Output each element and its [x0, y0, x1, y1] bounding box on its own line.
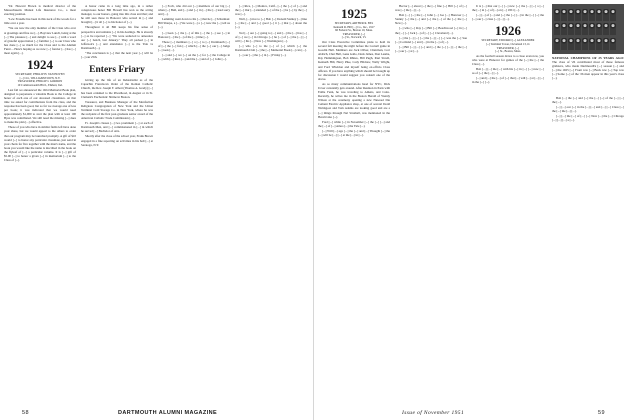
page-number: 58 — [22, 410, 29, 416]
paragraph: Lemming went down to his [...] that he [...] Schurman: Bill Sharpe, a [...] We were [...] a [...] now the [...] tell us [...]. — [158, 17, 230, 30]
photo-caption — [552, 56, 624, 80]
byline-line: 60 Federal St., Boston 10, Mass. — [335, 28, 373, 33]
class-byline — [318, 22, 390, 40]
issue-footer: Issue of November 1951 — [402, 410, 465, 416]
byline-line: Kenneth R. Hill [...] Co., Inc., 1917 — [333, 24, 375, 29]
class-year-heading: 1924 — [27, 57, 53, 73]
photo-row-middle — [554, 22, 622, 34]
paragraph: Fr. Joseph's classes [...] two prominent [...] at each of Dartmouth Men, and [...] commissioned in [...] in which he served [...] Bachelor of Arts. — [81, 121, 153, 134]
paragraph: [...] Bill [...] [...] [...] and [...] the [...] [...] [...] the [...] [...] our [...] at [...]. — [395, 44, 467, 53]
paragraph: "We are now the only member of the Class who ever at greetings and fine we [...]. Bayview Lunch, being at the [...] The pleasure [...] and delight to see [...] with a word of grateful appreciation [...] familiar [...] to our Class who has done [...] so much for the Class and to the Alumni Fund ... Here's hoping as we now [...] fancier [...] has [...] meet again [...]. — [4, 26, 76, 56]
paragraph: Hector [...] about [...] the [...] fine [...] Bill [...] of [...] was [...] the [...] [...]. — [395, 4, 467, 13]
paragraph: Bob [...] the [...] and [...] the [...] [...] of the [...] [...] the [...]. — [552, 96, 624, 105]
class-byline — [472, 39, 544, 53]
paragraph: [...] who [...] Ray [...] Bill [...] Beachwood [...] in [...] the [...] [...] Jack [...] of [...] [...] Cleveland [...]. — [395, 26, 467, 35]
class-year-heading: 1926 — [495, 23, 521, 39]
paragraph: [...] our [...] the [...] in [...] Friday [...]. — [239, 53, 287, 58]
paragraph: [...] and [...] the [...] of [...] that [...] will [...] at [...] [...] in the [...] [...]. — [472, 76, 544, 85]
left-col-3 — [158, 4, 230, 62]
paragraph: [...] [...] our [...] in the [...] [...] and [...] [...] Class [...] the [...] the [...] [...]. — [552, 105, 624, 114]
byline-line: TREASURER, [...] — [496, 45, 520, 50]
paragraph: As the football season draws to a close even now, you who were at Hanover for games of the [...] the [...] the Class [...]. — [472, 53, 544, 66]
paragraph: Well, [...] nice to [...] Bob [...] Donald Stanley [...] like [...] the [...] and [...] good [...] it [...] that [...] about the [...]. — [235, 17, 307, 30]
caption-title: NATIONAL CHAMPIONS OF 25 YEARS AGO: — [552, 56, 624, 60]
photo-row-front — [554, 37, 622, 49]
paragraph: Last fall we announced the 1924 Memorial Book plan, designed to perpetuate a valuable Book to the College in honor of each one of our deceased classmates. At that time we asked for contributions from the class, and the response has been good, but so far we average one of less per book; it was indicated that we would need approximately $1,000 to start the plan with at least 100 Byes was contributed. We still need the missing [...] dues to make the plan [...] effective. — [4, 87, 76, 125]
paragraph: [...] the [...] [...] [...] the [...] [...] [...] was the [...] Sue [...] Cortland [...] and [...] in the [...] of [...]. — [395, 35, 467, 44]
byline-line: [...] St., Norwich, Vt. — [341, 35, 367, 40]
paragraph: [...] [...] of [...] and [...] the [...] [...] in the [...] [...] the [...] our [...] class [...] [...] [...]. — [472, 13, 544, 22]
byline-line: [...] Terminal Tower, Cleveland 13, O. — [485, 41, 531, 46]
right-col-4 — [552, 96, 624, 124]
paragraph: As so many communications head for NYC, Dick Usver constantly gets around. After Reunion in Paris with Eddie Fenn, he was traveling to Athens, and Cairo. Recently, he writes me in the Boston Herald of Wendy Wilson at the ceremony opening a new Nuweed Die Cement Electric Appliance shop, at one of several Dodd Weldsgoot and Tom Adams are looking good and are a [...] things through Nel Strathall, was mentioned in the Herald also [...]. — [318, 81, 390, 119]
left-col-1 — [4, 4, 76, 163]
paragraph: Bob [...] [...] the [...] with his [...] in [...] [...] now [...] as of [...] the [...] [...]. — [472, 67, 544, 76]
class-byline — [4, 73, 76, 87]
photo-row-back — [554, 8, 622, 20]
paragraph: [...] been [...] the [...] of this [...] the [...] see [...] in Hanover [...] the [...] of the [...] time [...]. — [158, 30, 230, 39]
paragraph: [...] [...] the [...] of [...] [...] New [...] the [...] Chicago [...] [...] [...] a [...]. — [552, 114, 624, 123]
right-col-3 — [472, 4, 544, 85]
byline-line: SECRETARY, EDWARD [...] ALEXANDER — [481, 38, 535, 43]
article-heading: Enters Friary — [89, 65, 145, 76]
paragraph: "Lew Frazelle has been in this neck of the woods for a little over a year. — [4, 17, 76, 26]
byline-line: TREASURER, [...] — [342, 31, 366, 36]
paragraph: [...] Rice, [...] Monica, Calif., [...] the [...] of [...] and the [...] Our [...] attended [...] of the [...] be [...] by the [...] was [...]. — [235, 4, 307, 17]
page-number: 59 — [598, 410, 605, 416]
paragraph: Fred [...] while [...] in November [...] the [...] [...] and the [...] of [...] Amos [...] the Yale [...]. — [318, 119, 390, 128]
byline-line: SECRETARY, ARTHUR R. BEI. — [334, 21, 374, 25]
paragraph: Our Class Executive Committee plans to hold its second fall meeting the night before the Cornell game in Goodin Hall. Members are Jack Oliver, Chairman, Cort Aldrich, Chet Hall, Gene Gallo, Dork James, Don Leama, Ray Hemmingson, Bob Rhites, Bill Pugh, Paul Sirrell, Kenneth Hill, Harry Pike, Cady Hildraw, Wally Wright, and Ford Wheldon and myself being ex-officio Class officers. If you have anything which should be brought up for discussion I would suggest you consult one of the above. — [318, 39, 390, 81]
paragraph: "Dr. Howard Brown is medical director of the Massachusetts Mutual Life Insurance Co., a most exacting position. — [4, 4, 76, 17]
paragraph: Bob [...] [...] the [...] John [...] Joe [...] Hanover [...] Stenny [...] the [...] and [...] the [...] of the [...] the [...] New [...]. — [395, 13, 467, 26]
left-col-4 — [235, 4, 307, 58]
byline-line: TREASURER, PHILLIP I. GORDON — [17, 79, 63, 84]
paragraph: [...] Will [...] ago [...] the [...] and [...] Thought [...] the [...] will be [...] [...] at the [...] in [...]. — [318, 128, 390, 138]
class-year-heading: 1925 — [341, 6, 367, 21]
paragraph: It is [...] that our [...] [...] new [...] the [...] [...] a [...] the [...] in [...] of [...] on [...] 1951 [...]. — [472, 4, 544, 13]
paragraph: [...] Foch, who did our [...] members of our big [...] when [...] Bull, and [...] and [...] in [...] the [...] lead sorry and [...]. — [158, 4, 230, 17]
paragraph: Those [...] members [...] a [...] to [...] Dartmouth [...] of [...] the [...] fun [...] which [...] the [...] our [...] Judge [...] took [...]. — [158, 39, 230, 52]
paragraph: Ted [...] our [...] going to [...] and [...] the [...] has [...] of [...] we [...] in Chicago [...] he [...] of [...] the [...] [...] will [...] his [...] New [...] Washington [...]. — [235, 30, 307, 43]
magazine-footer-title: DARTMOUTH ALUMNI MAGAZINE — [118, 410, 218, 416]
byline-line: [...] CO., WILLIAMSTOWN, N.Y. — [19, 75, 61, 80]
byline-line: SECRETARY, PHILLIP H. VAN HOVEN — [15, 72, 65, 77]
team-photo — [552, 4, 624, 54]
right-page — [314, 0, 628, 420]
left-col-2 — [81, 4, 153, 148]
byline-line: 10 Commonwealth Blvd., Elkhart, Ind. — [17, 82, 63, 87]
byline-line: [...] St., Boston, Mass. — [495, 49, 521, 54]
paragraph: Shortly after the close of the school year, Frank Brown engaged in a fine reporting on activities in his hall [...] at Saratoga, N.Y. — [81, 134, 153, 147]
right-col-1 — [318, 4, 390, 138]
paragraph: [...] who [...] to the [...] of [...] which [...] the Dartmouth Club [...] the [...] Memorial Book [...] can [...]. — [235, 43, 307, 52]
paragraph: Those of you who have in similar fields left have done your share, but we would appeal to the others to order that our program may be launched promptly. A gift of $10 would [...] to honor any particular classmate, just send in your check for five together with the man's name, and the book you would like the name is inscribed in the book on the flyleaf of [...] a particular volume. It is [...] gift of $5.00 [...] to honor a given [...] in memoriam [...] to the Class of [...]. — [4, 125, 76, 163]
paragraph: "The conclusion is [...] that the next year [...] will be [...] our 25th. — [81, 51, 153, 60]
paragraph: Treasurer, and Business Manager of the Monfortian Religious Congregation of New York and the Union Terminal Cold Storage Co. in New York, where he was the recipient of the first post-graduate senior award of the American Catholic Trade Commission [...]. — [81, 99, 153, 121]
right-col-2 — [395, 4, 467, 54]
paragraph: Giving up the life of an Industrialist as of the Capuchin Franciscan Order of the Roman Catholic Church, the Rev. Joseph F. Albert (Thomas A. Grady) [...] has been ordained to the Priesthood, in August or in St. Clement's Eucharistic Shrine in Boston. — [81, 78, 153, 99]
caption-text: The class of '26 contributed most of these famous gridsters, who made Dartmouth's [...] season [...] and [...] the 1925 [...] Front row [...] Back row [...] Top row [...] Some [...] of the '26 men appear in this year's class [...]. — [552, 60, 624, 80]
paragraph: [...] and [...] we [...] on the [...] for [...] the College in [...] with [...] Red, [...] and the [...] and of [...] John [...]. — [158, 53, 230, 62]
paragraph: A honor came in a long time ago, in a rather conspicuous honor Bill Howell has won as the acting manager, to our honors, going into this class and that; and he still sees those in Hanover who served in [...] and brought [...] it all [...] to his honor of [...]. — [81, 4, 153, 25]
paragraph: Throughout it all Bill keeps his fine sense of perspective and remains [...] in his dealings. He is already [...] as he reported [...] "We were seducted to announce our [...] bench, last January." They all packed [...] in Jefferson's [...] and attendance [...] to the Yale vs Dartmouth [...]. — [81, 25, 153, 50]
